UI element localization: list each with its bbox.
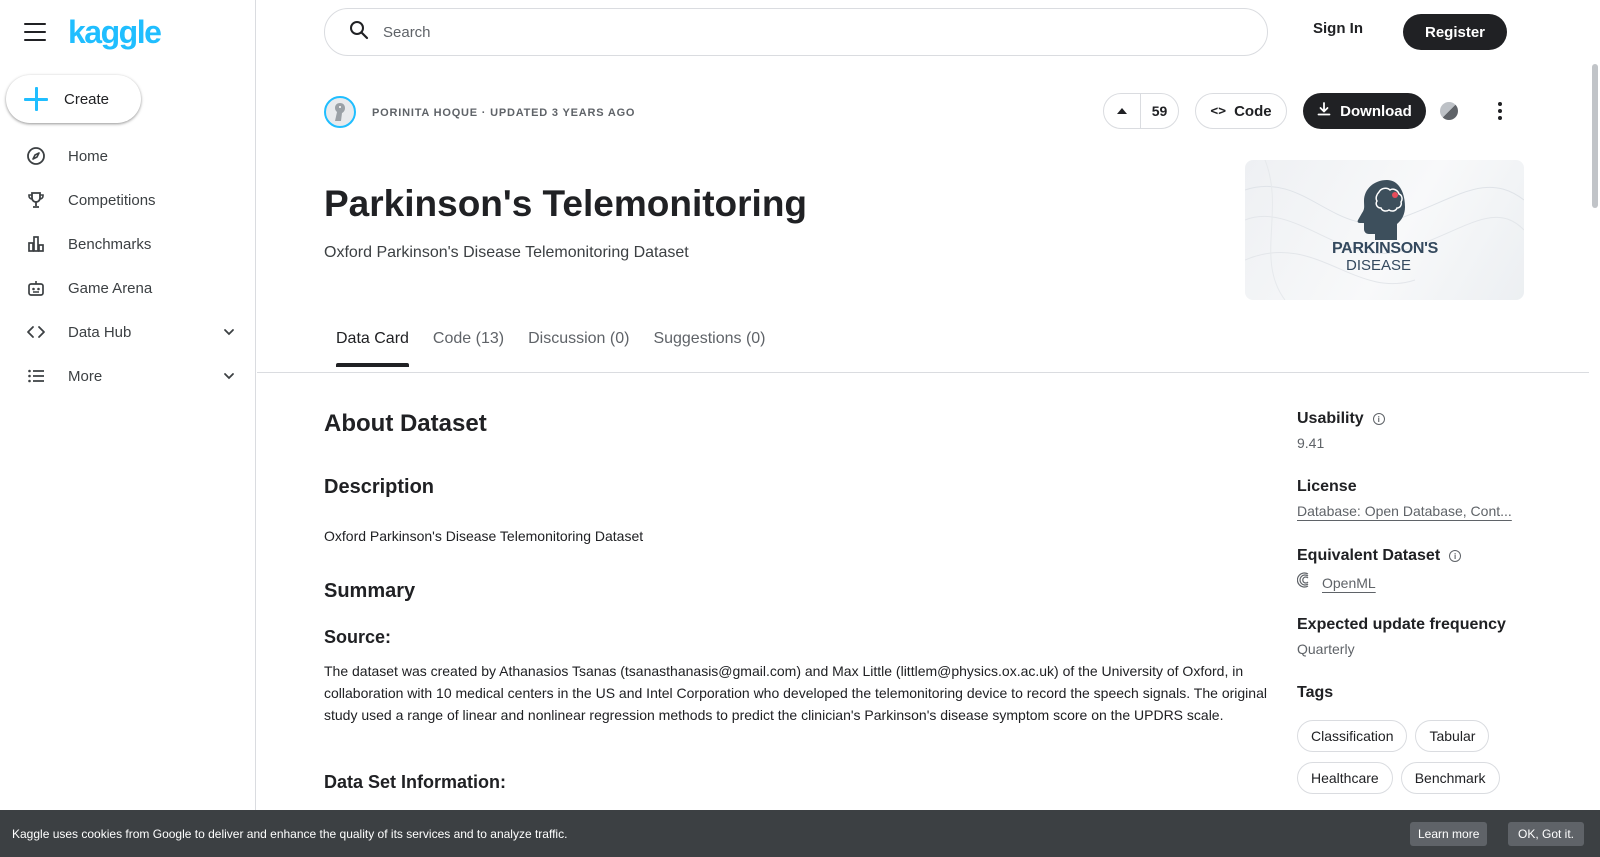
download-button[interactable] xyxy=(1303,93,1426,129)
sidebar-item-label: Home xyxy=(68,147,109,165)
tags-label: Tags xyxy=(1297,684,1334,701)
upvote-button[interactable] xyxy=(1104,94,1141,128)
tags-list xyxy=(1297,720,1537,804)
sign-in-button[interactable]: Sign In xyxy=(1313,20,1363,37)
sidebar-item-label: Benchmarks xyxy=(68,235,152,253)
dataset-info-heading: Data Set Information: xyxy=(324,772,507,792)
sidebar-item-label: Data Hub xyxy=(68,323,132,341)
source-text: The dataset was created by Athanasios Tsanas (tsanasthanasis@gmail.com) and Max Little (littlem@physics.ox.ac.uk) of the University of Oxford, in collaboration with 10 medical centers in the US and Intel Corporation who developed the telemonitoring device to record the speech signals. The original study used a range of linear and nonlinear regression methods to predict the clinician's Parkinson's disease symptom score on the UPDRS scale. xyxy=(324,663,1267,723)
description-heading: Description xyxy=(324,476,435,498)
sidebar-item-label: Competitions xyxy=(68,191,156,209)
head-brain-icon xyxy=(1357,178,1413,240)
license-label: License xyxy=(1297,478,1357,495)
info-icon[interactable]: i xyxy=(1449,550,1461,562)
sidebar-item-data-hub[interactable] xyxy=(0,310,255,354)
compass-icon xyxy=(25,145,47,167)
dataset-cover-image xyxy=(1245,160,1524,300)
tag-chip[interactable]: Benchmark xyxy=(1401,762,1500,794)
tab-discussion[interactable]: Discussion (0) xyxy=(528,330,630,347)
upvote-widget xyxy=(1103,93,1179,129)
update-frequency-value: Quarterly xyxy=(1297,641,1355,657)
code-brackets-icon: <> xyxy=(1210,103,1227,119)
description-text: Oxford Parkinson's Disease Telemonitoring Dataset xyxy=(324,528,644,544)
about-heading: About Dataset xyxy=(324,410,487,437)
trophy-icon xyxy=(25,189,47,211)
list-icon xyxy=(25,365,47,387)
code-brackets-icon xyxy=(25,321,47,343)
source-heading: Source: xyxy=(324,627,392,647)
chevron-down-icon[interactable] xyxy=(223,325,235,343)
sidebar-item-more[interactable] xyxy=(0,354,255,398)
cover-title-line1: PARKINSON'S xyxy=(1332,240,1438,257)
chevron-down-icon[interactable] xyxy=(223,369,235,387)
plus-icon xyxy=(24,87,48,111)
dataset-tabs xyxy=(336,330,790,364)
sidebar-item-benchmarks[interactable] xyxy=(0,222,255,266)
learn-more-button[interactable]: Learn more xyxy=(1410,822,1487,846)
equivalent-dataset-section xyxy=(1297,547,1461,593)
download-button-label: Download xyxy=(1340,102,1412,120)
page-title: Parkinson's Telemonitoring xyxy=(324,183,808,224)
arrow-up-icon xyxy=(1117,108,1127,114)
upvote-count: 59 xyxy=(1151,103,1168,119)
kaggle-logo[interactable]: kaggle xyxy=(68,14,161,50)
create-button[interactable] xyxy=(6,75,141,123)
sidebar-item-label: More xyxy=(68,367,103,385)
usability-section xyxy=(1297,410,1385,451)
update-frequency-section xyxy=(1297,616,1506,657)
more-vert-icon[interactable] xyxy=(1497,102,1503,120)
code-button-label: Code xyxy=(1234,102,1272,120)
create-label: Create xyxy=(64,90,110,108)
menu-icon[interactable] xyxy=(24,23,46,41)
cookie-banner xyxy=(0,810,1600,857)
code-button[interactable] xyxy=(1195,93,1287,129)
tabs-divider xyxy=(257,372,1589,373)
summary-heading: Summary xyxy=(324,580,416,602)
cookie-text: Kaggle uses cookies from Google to deliver and enhance the quality of its services and to analyze traffic. xyxy=(12,826,568,841)
search-bar[interactable] xyxy=(324,8,1268,56)
avatar[interactable] xyxy=(324,96,356,128)
license-section xyxy=(1297,478,1512,519)
scrollbar-thumb[interactable] xyxy=(1592,64,1598,208)
avatar-bird-icon xyxy=(328,100,352,124)
info-icon[interactable]: i xyxy=(1373,413,1385,425)
openml-icon xyxy=(1297,572,1313,593)
theme-toggle-icon[interactable] xyxy=(1440,102,1458,120)
tags-section xyxy=(1297,684,1333,702)
bar-chart-icon xyxy=(25,233,47,255)
register-button[interactable]: Register xyxy=(1403,14,1507,50)
cover-title-line2: DISEASE xyxy=(1346,257,1412,274)
robot-icon xyxy=(25,277,47,299)
usability-label: Usability xyxy=(1297,410,1364,427)
equivalent-dataset-label: Equivalent Dataset xyxy=(1297,547,1441,564)
tag-chip[interactable]: Classification xyxy=(1297,720,1407,752)
usability-value: 9.41 xyxy=(1297,435,1325,451)
sidebar xyxy=(0,0,256,857)
sidebar-item-game-arena[interactable] xyxy=(0,266,255,310)
tag-chip[interactable]: Tabular xyxy=(1415,720,1489,752)
accept-cookies-button[interactable]: OK, Got it. xyxy=(1508,822,1584,846)
search-input[interactable] xyxy=(383,24,1203,41)
license-link[interactable]: Database: Open Database, Cont... xyxy=(1297,503,1512,519)
update-frequency-label: Expected update frequency xyxy=(1297,616,1506,633)
search-icon xyxy=(349,20,369,45)
tag-chip[interactable]: Healthcare xyxy=(1297,762,1393,794)
sidebar-item-home[interactable] xyxy=(0,134,255,178)
sidebar-item-label: Game Arena xyxy=(68,279,153,297)
brand xyxy=(24,14,160,50)
download-icon xyxy=(1317,102,1331,120)
tab-data-card[interactable]: Data Card xyxy=(336,330,409,364)
sidebar-item-competitions[interactable] xyxy=(0,178,255,222)
openml-link[interactable]: OpenML xyxy=(1322,574,1376,591)
sidebar-nav xyxy=(0,134,255,398)
tab-code[interactable]: Code (13) xyxy=(432,330,505,347)
page-subtitle: Oxford Parkinson's Disease Telemonitoring Dataset xyxy=(324,244,689,261)
tab-suggestions[interactable]: Suggestions (0) xyxy=(653,330,766,347)
owner-meta[interactable]: PORINITA HOQUE · UPDATED 3 YEARS AGO xyxy=(372,107,636,119)
